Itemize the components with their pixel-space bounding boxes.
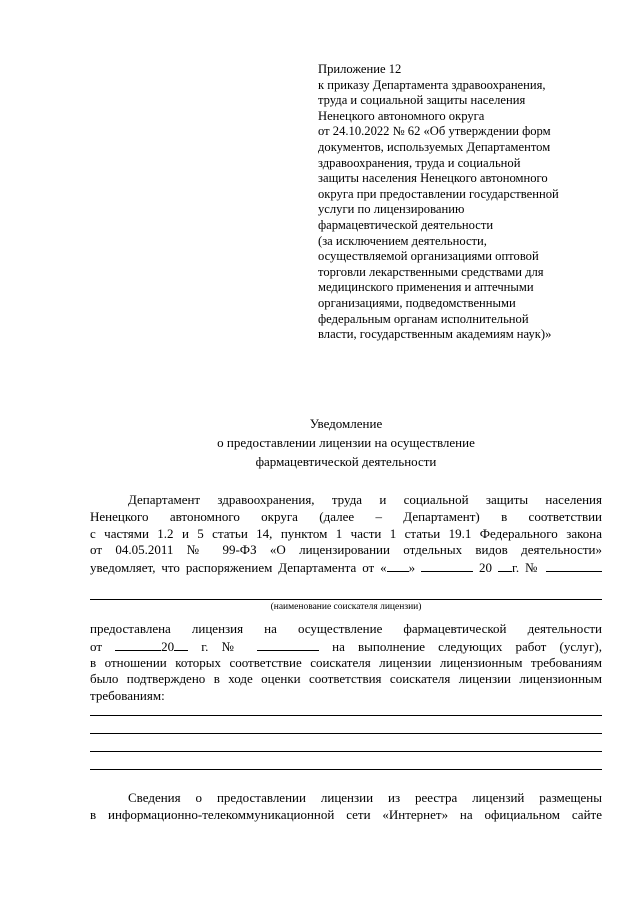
notice-line-1: Департамент здравоохранения, труда и социальной защиты населения — [128, 492, 602, 507]
appendix-header — [318, 62, 608, 343]
license-works-text: на выполнение следующих работ (услуг), — [332, 638, 602, 654]
appendix-line: организациями, подведомственными — [318, 295, 516, 310]
notice-line-5-text: уведомляет, что распоряжением Департамента от « — [90, 560, 387, 576]
license-line-2 — [90, 638, 602, 655]
requirements-line-1 — [90, 715, 602, 716]
license-year-prefix: 20 — [161, 638, 175, 654]
appendix-line: защиты населения Ненецкого автономного — [318, 171, 548, 186]
notice-line-5 — [90, 559, 602, 576]
appendix-line: услуги по лицензированию — [318, 202, 465, 217]
license-line-5: требованиям: — [90, 688, 165, 704]
license-line-4: было подтверждено в ходе оценки соответствия соискателя лицензии лицензионным — [90, 671, 602, 687]
notice-line-2: Ненецкого автономного округа (далее – Департамент) в соответствии — [90, 508, 602, 524]
license-year-blank — [174, 638, 188, 651]
document-title — [90, 414, 602, 471]
appendix-line: фармацевтической деятельности — [318, 217, 494, 232]
appendix-line: торговли лекарственными средствами для — [318, 264, 544, 279]
appendix-line: от 24.10.2022 № 62 «Об утверждении форм — [318, 124, 551, 139]
appendix-line: округа при предоставлении государственной — [318, 186, 559, 201]
appendix-line: (за исключением деятельности, — [318, 233, 487, 248]
license-from-label: от — [90, 638, 103, 654]
appendix-line: медицинского применения и аптечными — [318, 280, 534, 295]
notice-year-prefix: 20 — [479, 560, 493, 576]
registry-line-2: в информационно-телекоммуникационной сети «Интернет» на официальном сайте — [90, 806, 602, 822]
appendix-line: здравоохранения, труда и социальной — [318, 155, 521, 170]
appendix-line: власти, государственным академиям наук)» — [318, 327, 552, 342]
notice-line-4: от 04.05.2011 № 99-ФЗ «О лицензировании отдельных видов деятельности» — [90, 542, 602, 558]
order-number-blank — [546, 559, 602, 572]
requirements-line-4 — [90, 769, 602, 770]
notice-paragraph — [90, 492, 602, 576]
appendix-line: федеральным органам исполнительной — [318, 311, 529, 326]
requirements-line-3 — [90, 751, 602, 752]
notice-line-3: с частями 1.2 и 5 статьи 14, пунктом 1 части 1 статьи 19.1 Федерального закона — [90, 525, 602, 541]
license-date-blank — [115, 638, 161, 651]
license-line-3: в отношении которых соответствие соискателя лицензии лицензионным требованиям — [90, 654, 602, 670]
notice-quote-close: » — [408, 560, 416, 576]
day-blank — [387, 559, 409, 572]
applicant-name-caption: (наименование соискателя лицензии) — [270, 602, 422, 612]
notice-number-label: г. № — [511, 560, 541, 576]
license-number-label: г. № — [201, 638, 244, 654]
applicant-name-line — [90, 599, 602, 600]
license-number-blank — [257, 638, 319, 651]
appendix-line: документов, используемых Департаментом — [318, 139, 551, 154]
registry-line-1: Сведения о предоставлении лицензии из реестра лицензий размещены — [128, 790, 602, 805]
year-blank — [498, 559, 512, 572]
appendix-line: осуществляемой организациями оптовой — [318, 249, 539, 264]
appendix-line: к приказу Департамента здравоохранения, — [318, 77, 546, 92]
title-line-2: о предоставлении лицензии на осуществление — [217, 435, 475, 450]
month-blank — [421, 559, 473, 572]
appendix-line: Ненецкого автономного округа — [318, 108, 485, 123]
requirements-line-2 — [90, 733, 602, 734]
appendix-line: Приложение 12 — [318, 62, 402, 76]
title-line-3: фармацевтической деятельности — [255, 454, 437, 469]
license-line-1: предоставлена лицензия на осуществление фармацевтической деятельности — [90, 621, 602, 636]
registry-paragraph — [90, 790, 602, 824]
appendix-line: труда и социальной защиты населения — [318, 93, 526, 108]
title-line-1: Уведомление — [309, 416, 383, 431]
license-paragraph — [90, 621, 602, 705]
